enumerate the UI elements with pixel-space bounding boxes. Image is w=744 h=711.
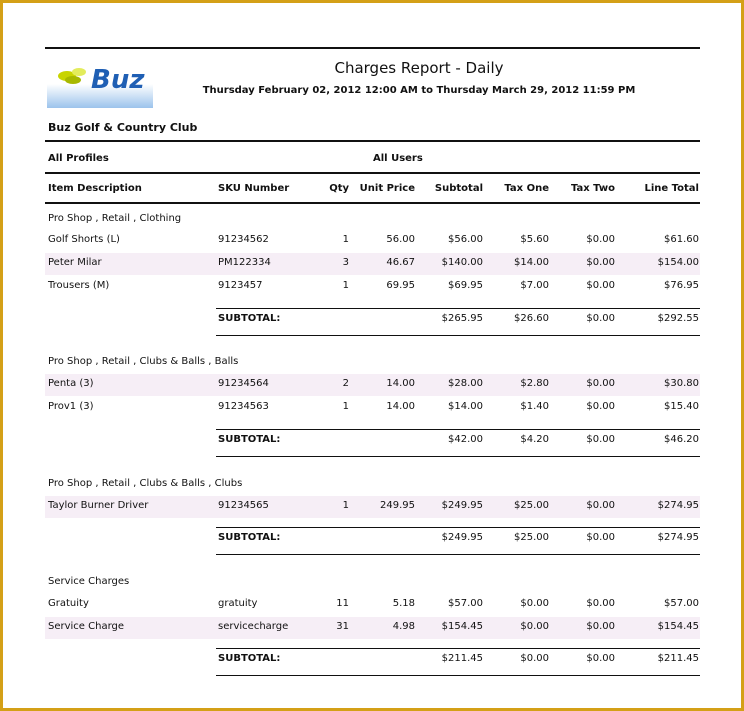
subtotal-bottom-rule	[216, 456, 700, 457]
sku-number: servicecharge	[218, 621, 289, 632]
subtotal: $14.00	[448, 401, 483, 412]
tax-one: $2.80	[520, 378, 549, 389]
subtotal-label: SUBTOTAL:	[218, 313, 281, 324]
qty: 31	[336, 621, 349, 632]
subtotal: $56.00	[448, 234, 483, 245]
item-description: Gratuity	[48, 598, 89, 609]
table-row	[45, 594, 700, 616]
subtotal-tax-two: $0.00	[586, 653, 615, 664]
report-date-range: Thursday February 02, 2012 12:00 AM to Thursday March 29, 2012 11:59 PM	[202, 85, 636, 96]
col-tax-one: Tax One	[504, 183, 549, 194]
qty: 1	[342, 401, 349, 412]
unit-price: 5.18	[392, 598, 415, 609]
subtotal-label: SUBTOTAL:	[218, 434, 281, 445]
table-row	[45, 496, 700, 518]
users-filter: All Users	[373, 153, 423, 164]
tax-two: $0.00	[586, 280, 615, 291]
tax-one: $7.00	[520, 280, 549, 291]
unit-price: 4.98	[392, 621, 415, 632]
unit-price: 249.95	[380, 500, 415, 511]
col-qty: Qty	[329, 183, 349, 194]
group-heading: Service Charges	[48, 576, 130, 587]
subtotal-rule	[216, 308, 700, 309]
tax-one: $0.00	[520, 621, 549, 632]
subtotal: $140.00	[441, 257, 483, 268]
table-row	[45, 253, 700, 275]
tax-one: $14.00	[514, 257, 549, 268]
subtotal-amount: $265.95	[441, 313, 483, 324]
tax-two: $0.00	[586, 234, 615, 245]
subtotal-amount: $42.00	[448, 434, 483, 445]
subtotal-tax-two: $0.00	[586, 434, 615, 445]
svg-text:Buz: Buz	[91, 65, 145, 95]
item-description: Trousers (M)	[48, 280, 110, 291]
subtotal-line-total: $211.45	[657, 653, 699, 664]
col-sku-number: SKU Number	[218, 183, 290, 194]
subtotal: $57.00	[448, 598, 483, 609]
line-total: $274.95	[657, 500, 699, 511]
col-tax-two: Tax Two	[570, 183, 615, 194]
club-rule	[45, 140, 700, 142]
sku-number: 91234562	[218, 234, 269, 245]
profiles-filter: All Profiles	[48, 153, 109, 164]
subtotal-tax-two: $0.00	[586, 313, 615, 324]
table-row	[45, 276, 700, 298]
sku-number: 9123457	[218, 280, 263, 291]
subtotal-bottom-rule	[216, 335, 700, 336]
group-heading: Pro Shop , Retail , Clothing	[48, 213, 182, 224]
col-unit-price: Unit Price	[359, 183, 415, 194]
tax-one: $1.40	[520, 401, 549, 412]
subtotal-tax-one: $4.20	[520, 434, 549, 445]
subtotal-tax-one: $26.60	[514, 313, 549, 324]
subtotal-row	[45, 651, 700, 669]
tax-two: $0.00	[586, 257, 615, 268]
table-row	[45, 617, 700, 639]
qty: 11	[336, 598, 349, 609]
group-heading: Pro Shop , Retail , Clubs & Balls , Clubs	[48, 478, 243, 489]
tax-two: $0.00	[586, 621, 615, 632]
line-total: $30.80	[664, 378, 699, 389]
unit-price: 14.00	[386, 378, 415, 389]
subtotal: $154.45	[441, 621, 483, 632]
header-rule	[45, 202, 700, 204]
subtotal: $249.95	[441, 500, 483, 511]
tax-one: $5.60	[520, 234, 549, 245]
item-description: Service Charge	[48, 621, 125, 632]
filter-rule	[45, 172, 700, 174]
subtotal: $69.95	[448, 280, 483, 291]
tax-one: $25.00	[514, 500, 549, 511]
subtotal-rule	[216, 527, 700, 528]
subtotal-bottom-rule	[216, 554, 700, 555]
club-name: Buz Golf & Country Club	[48, 121, 198, 134]
subtotal-label: SUBTOTAL:	[218, 532, 281, 543]
item-description: Prov1 (3)	[48, 401, 94, 412]
unit-price: 56.00	[386, 234, 415, 245]
tax-two: $0.00	[586, 598, 615, 609]
sku-number: PM122334	[218, 257, 271, 268]
qty: 1	[342, 500, 349, 511]
top-rule	[45, 47, 700, 49]
subtotal-line-total: $46.20	[664, 434, 699, 445]
subtotal-line-total: $274.95	[657, 532, 699, 543]
line-total: $154.45	[657, 621, 699, 632]
col-line-total: Line Total	[644, 183, 699, 194]
qty: 3	[342, 257, 349, 268]
tax-one: $0.00	[520, 598, 549, 609]
subtotal-rule	[216, 429, 700, 430]
table-row	[45, 230, 700, 252]
line-total: $61.60	[664, 234, 699, 245]
item-description: Peter Milar	[48, 257, 102, 268]
item-description: Penta (3)	[48, 378, 94, 389]
subtotal-tax-two: $0.00	[586, 532, 615, 543]
unit-price: 69.95	[386, 280, 415, 291]
subtotal-row	[45, 530, 700, 548]
subtotal-amount: $249.95	[441, 532, 483, 543]
tax-two: $0.00	[586, 401, 615, 412]
subtotal-tax-one: $25.00	[514, 532, 549, 543]
line-total: $154.00	[657, 257, 699, 268]
subtotal-line-total: $292.55	[657, 313, 699, 324]
sku-number: 91234563	[218, 401, 269, 412]
unit-price: 46.67	[386, 257, 415, 268]
sku-number: 91234564	[218, 378, 269, 389]
qty: 1	[342, 280, 349, 291]
item-description: Taylor Burner Driver	[48, 500, 149, 511]
group-heading: Pro Shop , Retail , Clubs & Balls , Balls	[48, 356, 239, 367]
subtotal-label: SUBTOTAL:	[218, 653, 281, 664]
subtotal-row	[45, 432, 700, 450]
table-row	[45, 374, 700, 396]
subtotal-bottom-rule	[216, 675, 700, 676]
line-total: $76.95	[664, 280, 699, 291]
tax-two: $0.00	[586, 500, 615, 511]
qty: 1	[342, 234, 349, 245]
subtotal-rule	[216, 648, 700, 649]
subtotal-amount: $211.45	[441, 653, 483, 664]
buz-logo-icon	[47, 62, 153, 108]
line-total: $57.00	[664, 598, 699, 609]
subtotal-tax-one: $0.00	[520, 653, 549, 664]
sku-number: 91234565	[218, 500, 269, 511]
table-row	[45, 397, 700, 419]
col-item-description: Item Description	[48, 183, 142, 194]
unit-price: 14.00	[386, 401, 415, 412]
item-description: Golf Shorts (L)	[48, 234, 120, 245]
qty: 2	[342, 378, 349, 389]
subtotal: $28.00	[448, 378, 483, 389]
col-subtotal: Subtotal	[434, 183, 483, 194]
sku-number: gratuity	[218, 598, 258, 609]
line-total: $15.40	[664, 401, 699, 412]
tax-two: $0.00	[586, 378, 615, 389]
report-title: Charges Report - Daily	[334, 59, 504, 77]
subtotal-row	[45, 311, 700, 329]
